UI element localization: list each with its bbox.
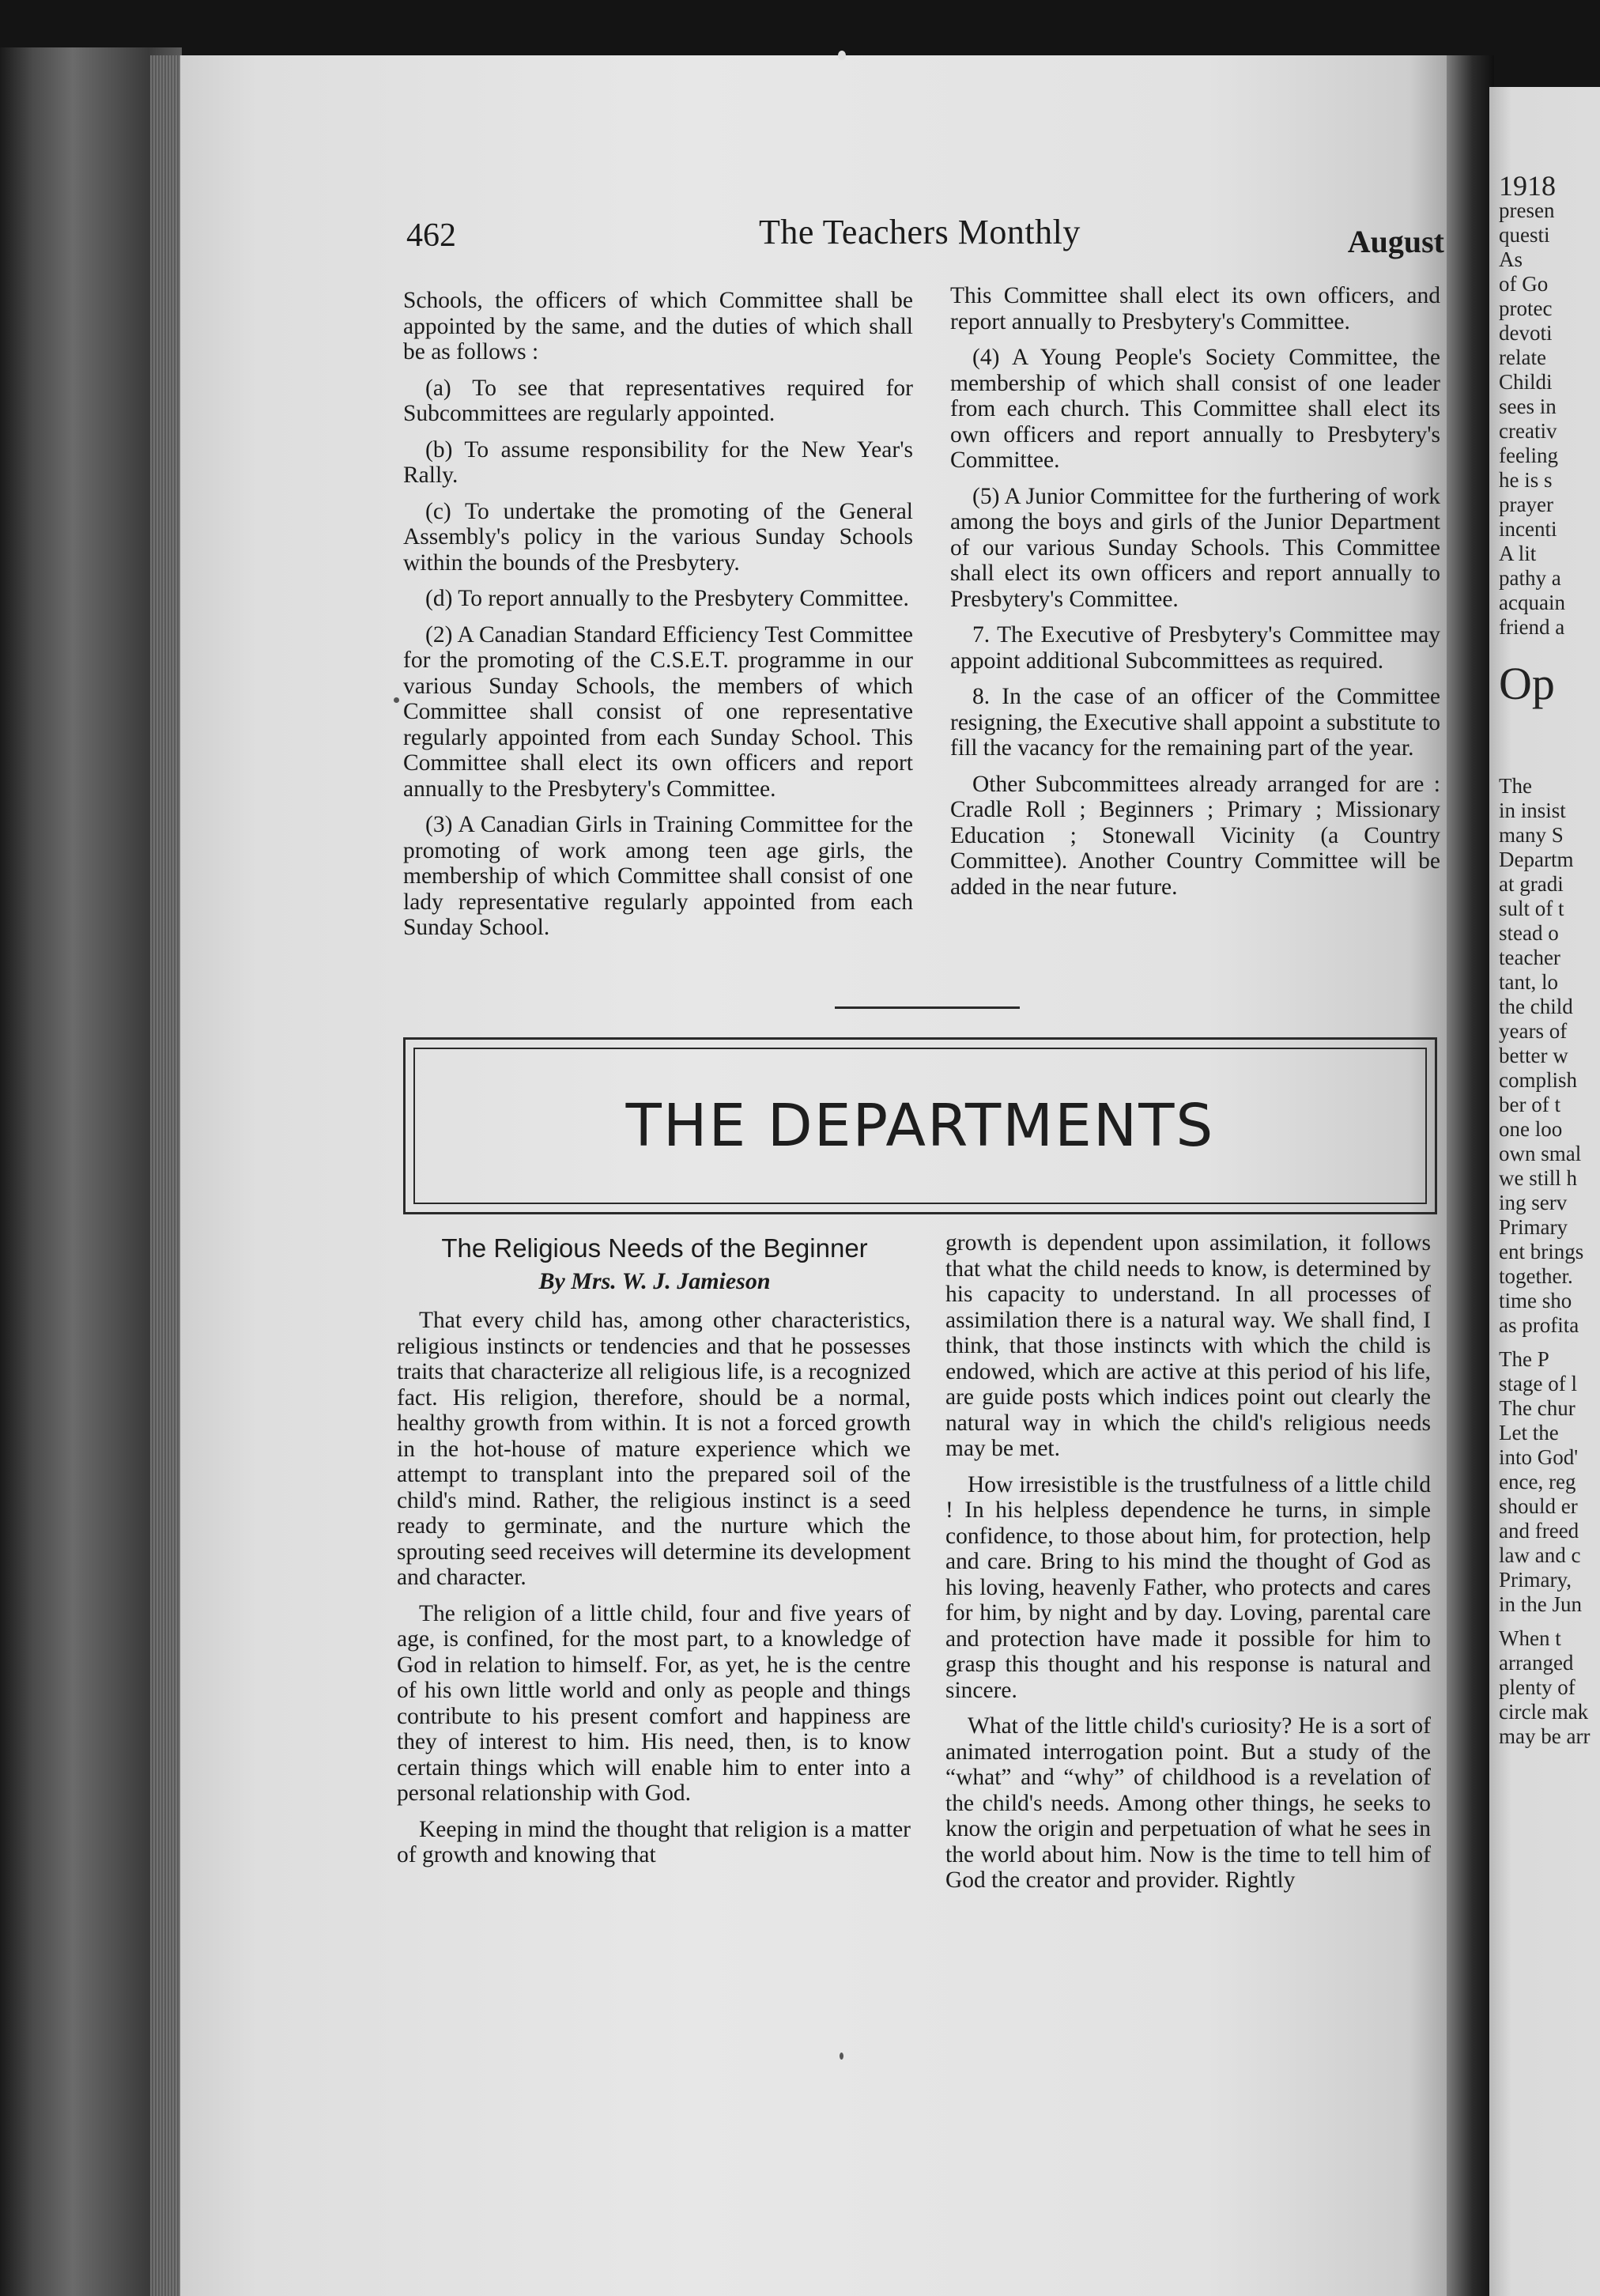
- facing-page-text-fragment: questi: [1499, 223, 1550, 247]
- facing-page-text-fragment: Departm: [1499, 848, 1574, 871]
- facing-page-text-fragment: presen: [1499, 198, 1555, 222]
- paragraph: 7. The Executive of Presbytery's Committee may appoint additional Subcommittees as required.: [950, 622, 1440, 674]
- paragraph: What of the little child's curiosity? He is a sort of animated interrogation point. But a study of the “what” and “why” of childhood is a revelation of the child's needs. Among other things, he seeks to know the origin and perpetuation of what he sees in the world about him. Now is the time to tell him of God the creator and provider. Rightly: [945, 1713, 1431, 1893]
- facing-page-text-fragment: many S: [1499, 823, 1564, 847]
- publication-title: The Teachers Monthly: [759, 213, 1081, 251]
- facing-page-text-fragment: devoti: [1499, 321, 1553, 345]
- facing-page-text-fragment: The chur: [1499, 1396, 1575, 1420]
- facing-page-text-fragment: Op: [1499, 658, 1555, 709]
- paragraph: Keeping in mind the thought that religion is a matter of growth and knowing that: [397, 1816, 911, 1867]
- gutter-shadow: [1447, 55, 1494, 2296]
- facing-page-text-fragment: acquain: [1499, 591, 1565, 614]
- facing-page-text-fragment: better w: [1499, 1044, 1568, 1067]
- paragraph: (4) A Young People's Society Committee, the membership of which shall consist of one leader from each church. This Committee shall elect its own officers and report annually to Presbytery's Committee.: [950, 345, 1440, 473]
- paragraph: Other Subcommittees already arranged for are : Cradle Roll ; Beginners ; Primary ; Missionary Education ; Stonewall Vicinity (a Country Committee). Another Country Committee will be added in the near future.: [950, 771, 1440, 900]
- section-banner-title: THE DEPARTMENTS: [625, 1092, 1215, 1160]
- facing-page-text-fragment: in insist: [1499, 799, 1566, 822]
- paragraph: How irresistible is the trustfulness of a little child ! In his helpless dependence he turns, in simple confidence, to those about him, for protection, help and care. Bring to his mind the thought of God as his loving, heavenly Father, who protects and cares for him, by night and by day. Loving, parental care and protection have made it possible for him to grasp this thought and his response is natural and sincere.: [945, 1471, 1431, 1703]
- article-title: The Religious Needs of the Beginner: [441, 1233, 868, 1263]
- paragraph: (3) A Canadian Girls in Training Committee for the promoting of work among teen age girls, the membership of which Committee shall consist of one lady representative regularly appointed from each Sunday School.: [403, 812, 913, 940]
- facing-page-text-fragment: A lit: [1499, 542, 1537, 565]
- paragraph: (c) To undertake the promoting of the General Assembly's policy in the various Sunday Schools within the bounds of the Presbytery.: [403, 498, 913, 576]
- facing-page-text-fragment: we still h: [1499, 1166, 1577, 1190]
- facing-page-text-fragment: When t: [1499, 1626, 1561, 1650]
- facing-page-text-fragment: ber of t: [1499, 1093, 1560, 1116]
- facing-page-text-fragment: prayer: [1499, 493, 1553, 516]
- print-speck: [838, 51, 846, 60]
- paragraph: (5) A Junior Committee for the furthering of work among the boys and girls of the Junior Department of our various Sunday Schools. This Committee shall elect its own officers and report annually to Presbytery's Committee.: [950, 483, 1440, 612]
- article-byline: By Mrs. W. J. Jamieson: [538, 1268, 771, 1294]
- paragraph: The religion of a little child, four and five years of age, is confined, for the most part, to a knowledge of God in relation to himself. For, as yet, he is the centre of his own little world and only as people and things contribute to his present comfort and happiness are they of interest to him. His need, then, is to know certain things which will enable him to enter into a personal relationship with God.: [397, 1600, 911, 1806]
- facing-page-text-fragment: plenty of: [1499, 1675, 1575, 1699]
- facing-page-text-fragment: should er: [1499, 1494, 1578, 1518]
- page-stack-edge: [150, 55, 182, 2296]
- print-speck: [394, 697, 399, 703]
- facing-page-text-fragment: at gradi: [1499, 872, 1564, 896]
- paragraph: That every child has, among other characteristics, religious instincts or tendencies and that he possesses traits that characterize all religious life, is a recognized fact. His religion, therefore, should be a normal, healthy growth from within. It is not a forced growth in the hot-house of mature experience which we attempt to transplant into the prepared soil of the child's mind. Rather, the religious instinct is a seed ready to germinate, and the nurture which the sprouting seed receives will determine its development and character.: [397, 1308, 911, 1590]
- facing-page-text-fragment: together.: [1499, 1264, 1573, 1288]
- paragraph: (2) A Canadian Standard Efficiency Test Committee for the promoting of the C.S.E.T. programme in our various Sunday Schools, the members of which Committee shall consist of one representative regularly appointed from each Sunday School. This Committee shall elect its own officers and report annually to the Presbytery's Committee.: [403, 621, 913, 802]
- facing-page-text-fragment: The: [1499, 774, 1532, 798]
- facing-page-text-fragment: circle mak: [1499, 1700, 1589, 1724]
- facing-page-text-fragment: arranged: [1499, 1651, 1574, 1675]
- section-banner: [403, 1037, 1437, 1214]
- paragraph: (b) To assume responsibility for the New Year's Rally.: [403, 436, 913, 488]
- facing-page-text-fragment: complish: [1499, 1068, 1577, 1092]
- facing-page-fragment: [1489, 87, 1600, 2296]
- section-divider: [835, 1006, 1020, 1009]
- facing-page-text-fragment: Primary: [1499, 1215, 1568, 1239]
- issue-month: August: [1347, 224, 1444, 259]
- facing-page-text-fragment: one loo: [1499, 1117, 1563, 1141]
- facing-page-text-fragment: stage of l: [1499, 1372, 1577, 1395]
- facing-page-text-fragment: pathy a: [1499, 566, 1561, 590]
- paragraph: 8. In the case of an officer of the Committee resigning, the Executive shall appoint a substitute to fill the vacancy for the remaining part of the year.: [950, 684, 1440, 761]
- facing-page-text-fragment: ence, reg: [1499, 1470, 1576, 1494]
- section-banner-inner-border: [413, 1048, 1427, 1204]
- facing-page-text-fragment: and freed: [1499, 1519, 1579, 1543]
- facing-page-text-fragment: of Go: [1499, 272, 1549, 296]
- facing-page-text-fragment: ing serv: [1499, 1191, 1568, 1214]
- paragraph: growth is dependent upon assimilation, it follows that what the child needs to know, is determined by his capacity to understand. In all processes of assimilation there is a natural way. We shall find, I think, that those instincts with which the child is endowed, which are active at this period of his life, are guide posts which indices point out clearly the natural way in which the child's religious needs may be met.: [945, 1230, 1431, 1461]
- facing-page-text-fragment: years of: [1499, 1019, 1568, 1043]
- facing-page-text-fragment: sult of t: [1499, 897, 1564, 920]
- paragraph: (d) To report annually to the Presbytery Committee.: [425, 586, 909, 611]
- facing-page-text-fragment: into God': [1499, 1445, 1579, 1469]
- paragraph: Schools, the officers of which Committee shall be appointed by the same, and the duties of which shall be as follows :: [403, 288, 913, 364]
- facing-page-text-fragment: As: [1499, 247, 1523, 271]
- facing-page-text-fragment: friend a: [1499, 615, 1565, 639]
- facing-page-text-fragment: tant, lo: [1499, 970, 1558, 994]
- facing-page-text-fragment: incenti: [1499, 517, 1557, 541]
- facing-page-text-fragment: Childi: [1499, 370, 1553, 394]
- article-right-column: [945, 1230, 1431, 1904]
- facing-page-text-fragment: The P: [1499, 1347, 1549, 1371]
- facing-page-text-fragment: law and c: [1499, 1543, 1581, 1567]
- running-head: [406, 212, 1444, 259]
- paragraph: (a) To see that representatives required for Subcommittees are regularly appointed.: [403, 375, 913, 426]
- facing-page-text-fragment: the child: [1499, 995, 1573, 1018]
- facing-page-text-fragment: relate: [1499, 346, 1546, 369]
- facing-page-text-fragment: as profita: [1499, 1313, 1579, 1337]
- article-left-column: [397, 1308, 911, 1879]
- facing-page-text-fragment: stead o: [1499, 921, 1559, 945]
- right-column-top: [950, 283, 1440, 910]
- facing-page-text-fragment: time sho: [1499, 1289, 1572, 1312]
- facing-page-text-fragment: in the Jun: [1499, 1592, 1582, 1616]
- facing-page-text-fragment: 1918: [1499, 170, 1556, 202]
- facing-page-text-fragment: own smal: [1499, 1142, 1582, 1165]
- facing-page-text-fragment: may be arr: [1499, 1724, 1591, 1748]
- facing-page-text-fragment: creativ: [1499, 419, 1557, 443]
- print-speck: [840, 2052, 843, 2060]
- facing-page-text-fragment: Primary,: [1499, 1568, 1572, 1592]
- facing-page-text-fragment: Let the: [1499, 1421, 1559, 1444]
- facing-page-text-fragment: he is s: [1499, 468, 1553, 492]
- facing-page-text-fragment: ent brings: [1499, 1240, 1584, 1263]
- page-number: 462: [406, 217, 456, 254]
- facing-page-text-fragment: protec: [1499, 296, 1553, 320]
- facing-page-text-fragment: feeling: [1499, 444, 1558, 467]
- left-column-top: [403, 288, 913, 951]
- paragraph: This Committee shall elect its own officers, and report annually to Presbytery's Committee.: [950, 283, 1440, 334]
- facing-page-text-fragment: teacher: [1499, 946, 1560, 969]
- facing-page-text-fragment: sees in: [1499, 395, 1557, 418]
